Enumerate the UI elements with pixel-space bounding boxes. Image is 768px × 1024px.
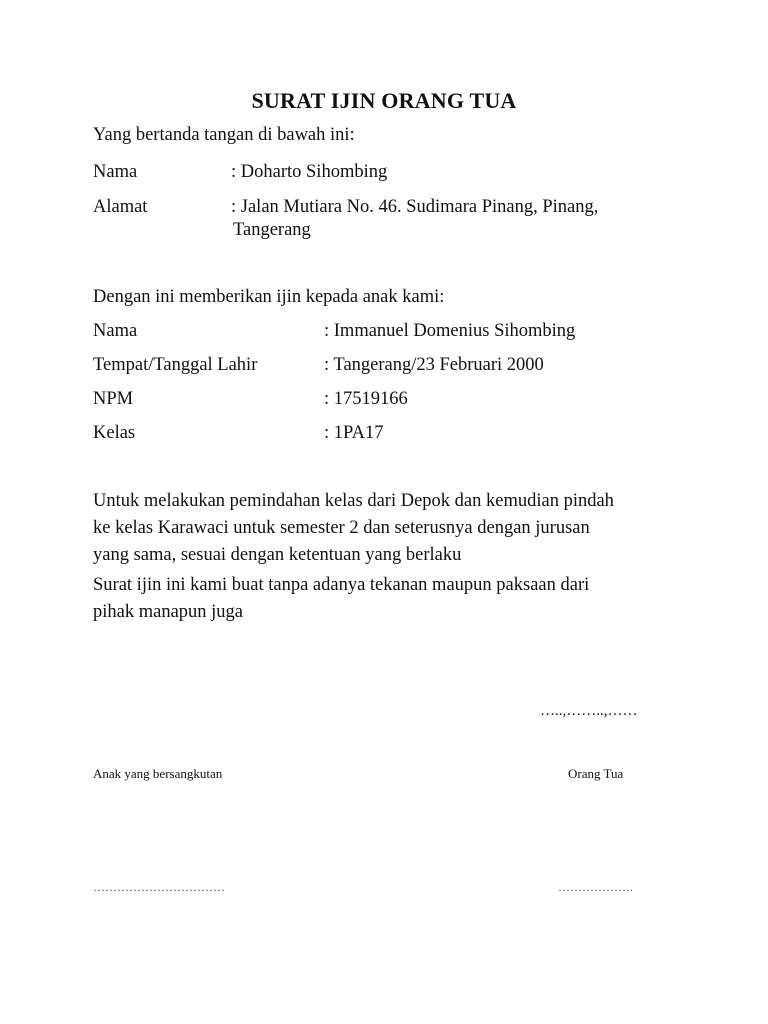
- parent-address-label: Alamat: [93, 197, 148, 217]
- statement-line-2: pihak manapun juga: [93, 602, 244, 622]
- purpose-line-2: ke kelas Karawaci untuk semester 2 dan seterusnya dengan jurusan: [93, 518, 590, 538]
- purpose-line-3: yang sama, sesuai dengan ketentuan yang berlaku: [93, 545, 462, 565]
- statement-line-1: Surat ijin ini kami buat tanpa adanya tekanan maupun paksaan dari: [93, 575, 590, 595]
- child-class-value: : 1PA17: [324, 423, 384, 443]
- letter-title: SURAT IJIN ORANG TUA: [251, 88, 517, 113]
- child-class-label: Kelas: [93, 423, 136, 443]
- parent-name-label: Nama: [93, 162, 138, 182]
- signature-right-label: Orang Tua: [568, 766, 624, 781]
- child-npm-value: : 17519166: [324, 389, 408, 409]
- date-placeholder: …..,……..,……: [540, 703, 638, 719]
- signature-left-label: Anak yang bersangkutan: [93, 766, 223, 781]
- purpose-line-1: Untuk melakukan pemindahan kelas dari Depok dan kemudian pindah: [93, 491, 614, 511]
- signature-left-line: ……………………………: [93, 880, 225, 894]
- parent-address-value-line1: : Jalan Mutiara No. 46. Sudimara Pinang, Pinang,: [231, 197, 599, 217]
- child-npm-label: NPM: [93, 389, 134, 409]
- child-name-label: Nama: [93, 321, 138, 341]
- child-birth-value: : Tangerang/23 Februari 2000: [324, 355, 544, 375]
- parent-address-value-line2: Tangerang: [233, 220, 311, 240]
- child-birth-label: Tempat/Tanggal Lahir: [93, 355, 258, 375]
- signature-right-line: ……………….: [558, 880, 633, 894]
- intro-text: Yang bertanda tangan di bawah ini:: [93, 125, 355, 145]
- purpose-paragraph: [93, 488, 693, 569]
- permission-intro-text: Dengan ini memberikan ijin kepada anak kami:: [93, 287, 445, 307]
- statement-paragraph: [93, 572, 693, 626]
- parent-name-value: : Doharto Sihombing: [231, 162, 388, 182]
- child-name-value: : Immanuel Domenius Sihombing: [324, 321, 576, 341]
